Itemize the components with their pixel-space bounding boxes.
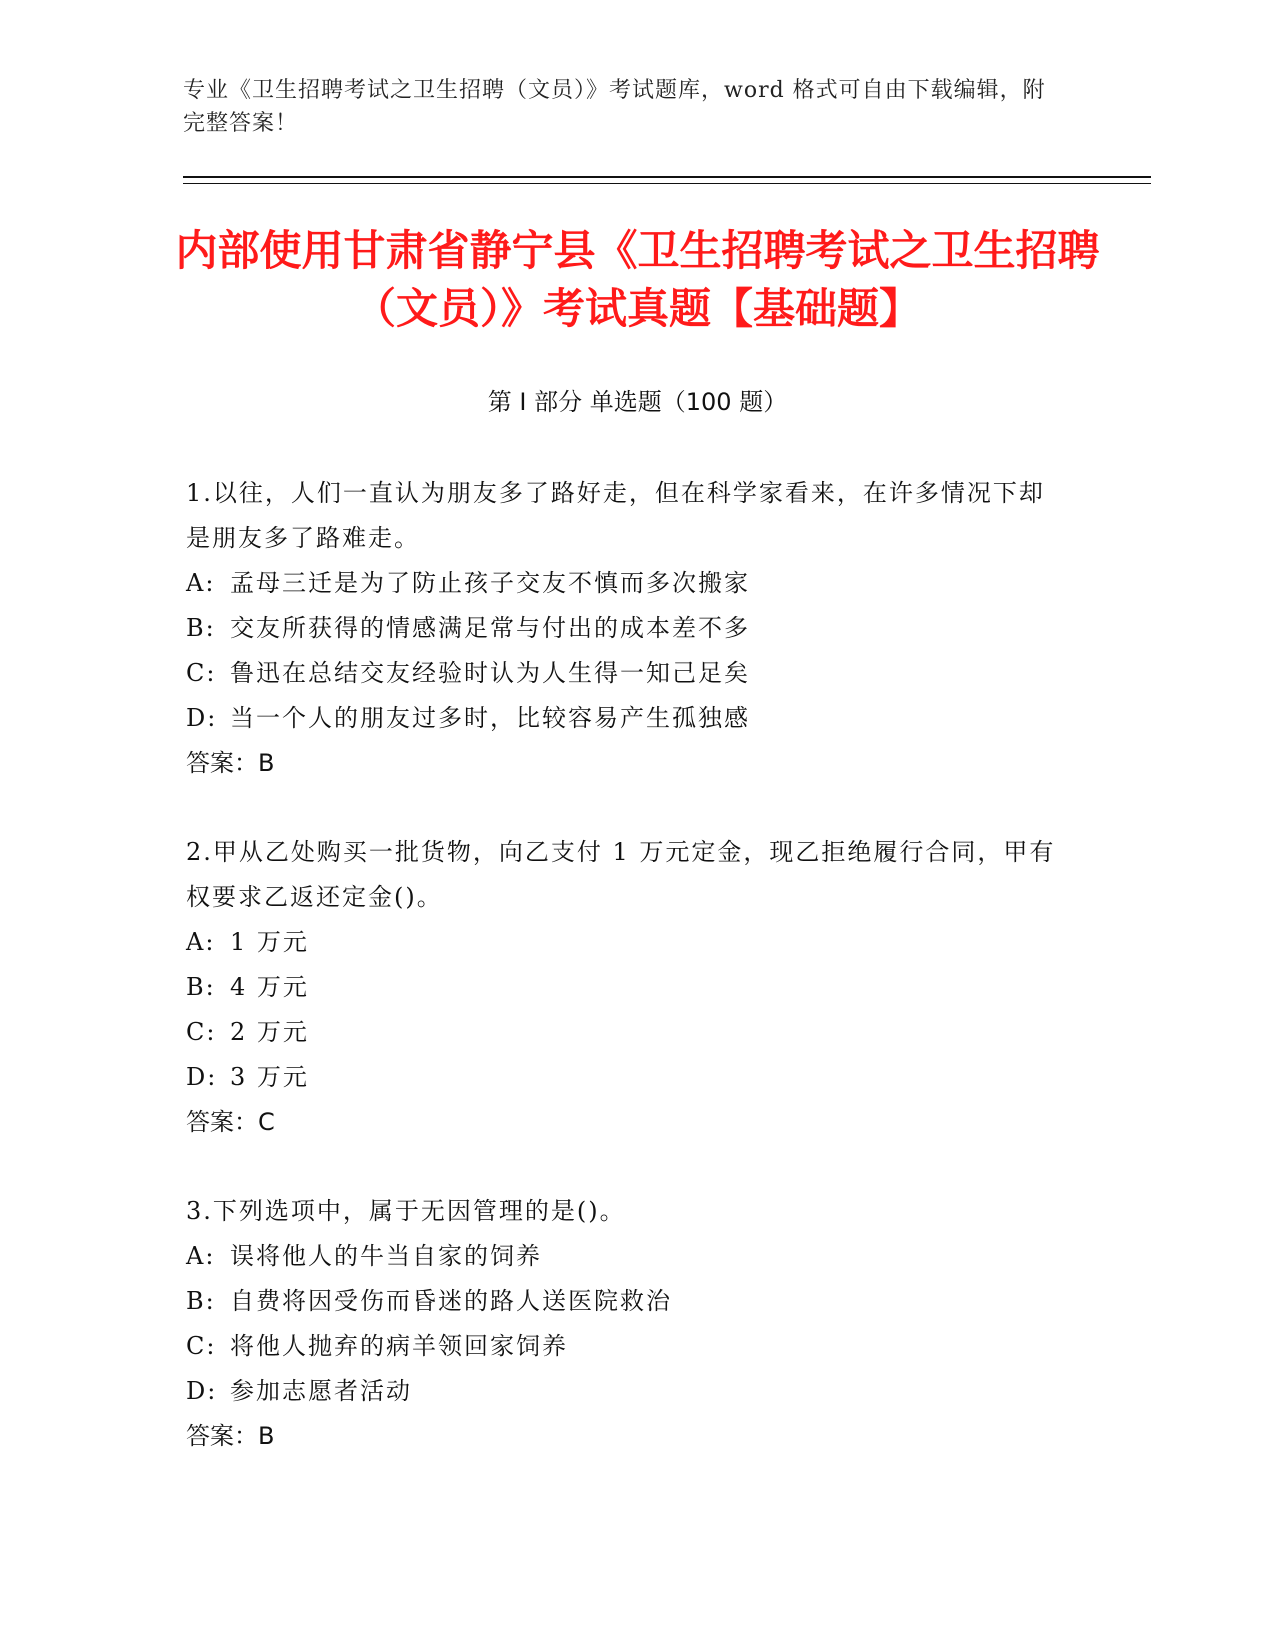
section-title: 第 I 部分 单选题（100 题） <box>487 388 788 416</box>
question-2 <box>186 830 1066 1145</box>
option-d <box>186 1369 1066 1414</box>
option-label: B: <box>186 973 216 1001</box>
option-d <box>186 1055 1066 1100</box>
option-text: 孟母三迁是为了防止孩子交友不慎而多次搬家 <box>230 569 750 597</box>
option-a <box>186 561 1066 606</box>
option-c <box>186 651 1066 696</box>
option-b <box>186 606 1066 651</box>
option-text: 自费将因受伤而昏迷的路人送医院救治 <box>230 1287 672 1315</box>
question-stem: 1.以往，人们一直认为朋友多了路好走，但在科学家看来，在许多情况下却是朋友多了路难走。 <box>186 479 1045 552</box>
option-label: C: <box>186 1332 217 1360</box>
option-a <box>186 920 1066 965</box>
option-b <box>186 965 1066 1010</box>
question-1 <box>186 471 1066 786</box>
option-text: 3 万元 <box>230 1063 309 1091</box>
question-stem: 2.甲从乙处购买一批货物，向乙支付 1 万元定金，现乙拒绝履行合同，甲有权要求乙返还定金()。 <box>186 838 1056 911</box>
option-label: C: <box>186 1018 217 1046</box>
option-label: B: <box>186 614 216 642</box>
answer-line: 答案：C <box>186 1108 275 1136</box>
document-title: 内部使用甘肃省静宁县《卫生招聘考试之卫生招聘（文员）》考试真题【基础题】 <box>175 226 1100 333</box>
option-text: 鲁迅在总结交友经验时认为人生得一知己足矣 <box>230 659 750 687</box>
option-label: A: <box>186 928 216 956</box>
option-label: D: <box>186 1063 218 1091</box>
option-d <box>186 696 1066 741</box>
option-a <box>186 1234 1066 1279</box>
option-c <box>186 1324 1066 1369</box>
question-3 <box>186 1189 1066 1459</box>
question-list <box>186 471 1066 1503</box>
option-text: 当一个人的朋友过多时，比较容易产生孤独感 <box>230 704 750 732</box>
header-note: 专业《卫生招聘考试之卫生招聘（文员）》考试题库，word 格式可自由下载编辑，附完整答案！ <box>183 78 1046 136</box>
option-label: A: <box>186 1242 216 1270</box>
option-text: 误将他人的牛当自家的饲养 <box>230 1242 542 1270</box>
option-label: B: <box>186 1287 216 1315</box>
option-text: 参加志愿者活动 <box>230 1377 412 1405</box>
option-label: D: <box>186 1377 218 1405</box>
header-rule-thick <box>183 176 1151 178</box>
answer-line: 答案：B <box>186 749 275 777</box>
option-b <box>186 1279 1066 1324</box>
option-text: 2 万元 <box>230 1018 309 1046</box>
option-text: 将他人抛弃的病羊领回家饲养 <box>230 1332 568 1360</box>
option-c <box>186 1010 1066 1055</box>
option-text: 交友所获得的情感满足常与付出的成本差不多 <box>230 614 750 642</box>
option-label: A: <box>186 569 216 597</box>
option-text: 4 万元 <box>230 973 309 1001</box>
question-stem: 3.下列选项中，属于无因管理的是()。 <box>186 1197 626 1225</box>
answer-line: 答案：B <box>186 1422 275 1450</box>
option-label: C: <box>186 659 217 687</box>
option-text: 1 万元 <box>230 928 309 956</box>
option-label: D: <box>186 704 218 732</box>
header-rule-thin <box>183 183 1151 184</box>
